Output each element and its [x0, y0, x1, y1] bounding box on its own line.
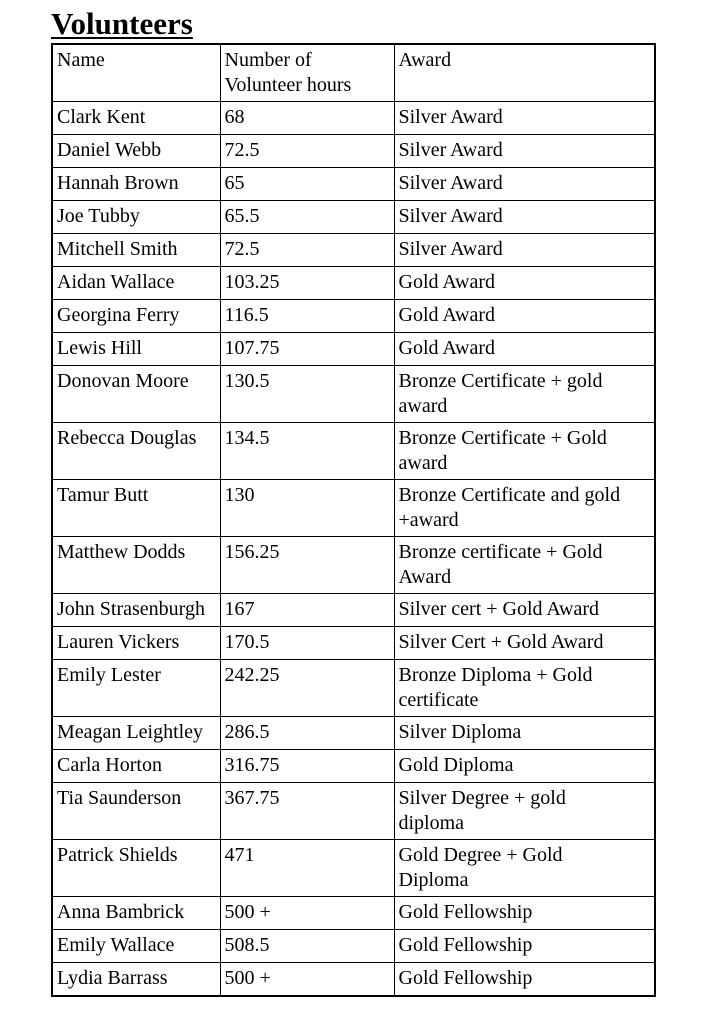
name-cell: Meagan Leightley [52, 717, 220, 750]
table-row [52, 480, 655, 537]
hours-cell: 65 [220, 168, 394, 201]
table-row [52, 267, 655, 300]
column-header-name: Name [52, 44, 220, 102]
hours-cell: 508.5 [220, 930, 394, 963]
hours-cell: 471 [220, 840, 394, 897]
award-cell: Silver Award [394, 102, 655, 135]
table-row [52, 840, 655, 897]
name-cell: Lauren Vickers [52, 627, 220, 660]
table-row [52, 333, 655, 366]
award-cell: Bronze Certificate and gold +award [394, 480, 655, 537]
award-cell: Silver Diploma [394, 717, 655, 750]
hours-cell: 167 [220, 594, 394, 627]
hours-cell: 72.5 [220, 135, 394, 168]
award-cell: Silver Award [394, 234, 655, 267]
award-cell: Gold Fellowship [394, 930, 655, 963]
award-cell: Bronze Certificate + Gold award [394, 423, 655, 480]
hours-cell: 242.25 [220, 660, 394, 717]
table-row [52, 897, 655, 930]
hours-cell: 500 + [220, 963, 394, 997]
name-cell: Lewis Hill [52, 333, 220, 366]
table-row [52, 930, 655, 963]
column-header-award: Award [394, 44, 655, 102]
hours-cell: 107.75 [220, 333, 394, 366]
hours-cell: 116.5 [220, 300, 394, 333]
award-cell: Silver Award [394, 201, 655, 234]
hours-cell: 134.5 [220, 423, 394, 480]
name-cell: Matthew Dodds [52, 537, 220, 594]
name-cell: Clark Kent [52, 102, 220, 135]
name-cell: Anna Bambrick [52, 897, 220, 930]
name-cell: John Strasenburgh [52, 594, 220, 627]
name-cell: Tia Saunderson [52, 783, 220, 840]
name-cell: Daniel Webb [52, 135, 220, 168]
table-row [52, 537, 655, 594]
award-cell: Silver Award [394, 135, 655, 168]
table-row [52, 963, 655, 997]
hours-cell: 316.75 [220, 750, 394, 783]
name-cell: Georgina Ferry [52, 300, 220, 333]
name-cell: Emily Wallace [52, 930, 220, 963]
table-row [52, 717, 655, 750]
award-cell: Gold Fellowship [394, 963, 655, 997]
award-cell: Gold Fellowship [394, 897, 655, 930]
award-cell: Gold Diploma [394, 750, 655, 783]
hours-cell: 130.5 [220, 366, 394, 423]
table-body [52, 102, 655, 997]
table-row [52, 750, 655, 783]
table-row [52, 201, 655, 234]
name-cell: Donovan Moore [52, 366, 220, 423]
award-cell: Bronze Certificate + gold award [394, 366, 655, 423]
award-cell: Gold Degree + Gold Diploma [394, 840, 655, 897]
award-cell: Silver Cert + Gold Award [394, 627, 655, 660]
table-row [52, 783, 655, 840]
table-row [52, 423, 655, 480]
table-row [52, 234, 655, 267]
table-row [52, 300, 655, 333]
hours-cell: 170.5 [220, 627, 394, 660]
hours-cell: 72.5 [220, 234, 394, 267]
award-cell: Gold Award [394, 267, 655, 300]
column-header-hours: Number of Volunteer hours [220, 44, 394, 102]
hours-cell: 103.25 [220, 267, 394, 300]
hours-cell: 68 [220, 102, 394, 135]
hours-cell: 65.5 [220, 201, 394, 234]
award-cell: Silver Award [394, 168, 655, 201]
volunteers-table [51, 43, 656, 997]
name-cell: Lydia Barrass [52, 963, 220, 997]
award-cell: Silver Degree + gold diploma [394, 783, 655, 840]
hours-cell: 500 + [220, 897, 394, 930]
hours-cell: 130 [220, 480, 394, 537]
award-cell: Bronze certificate + Gold Award [394, 537, 655, 594]
name-cell: Patrick Shields [52, 840, 220, 897]
table-header-row [52, 44, 655, 102]
table-row [52, 366, 655, 423]
name-cell: Rebecca Douglas [52, 423, 220, 480]
table-row [52, 102, 655, 135]
award-cell: Gold Award [394, 333, 655, 366]
name-cell: Tamur Butt [52, 480, 220, 537]
table-row [52, 594, 655, 627]
page-title: Volunteers [51, 6, 193, 41]
award-cell: Gold Award [394, 300, 655, 333]
name-cell: Mitchell Smith [52, 234, 220, 267]
hours-cell: 156.25 [220, 537, 394, 594]
table-row [52, 168, 655, 201]
name-cell: Aidan Wallace [52, 267, 220, 300]
table-row [52, 627, 655, 660]
name-cell: Emily Lester [52, 660, 220, 717]
table-row [52, 660, 655, 717]
award-cell: Silver cert + Gold Award [394, 594, 655, 627]
hours-cell: 367.75 [220, 783, 394, 840]
name-cell: Carla Horton [52, 750, 220, 783]
name-cell: Hannah Brown [52, 168, 220, 201]
table-row [52, 135, 655, 168]
hours-cell: 286.5 [220, 717, 394, 750]
name-cell: Joe Tubby [52, 201, 220, 234]
award-cell: Bronze Diploma + Gold certificate [394, 660, 655, 717]
